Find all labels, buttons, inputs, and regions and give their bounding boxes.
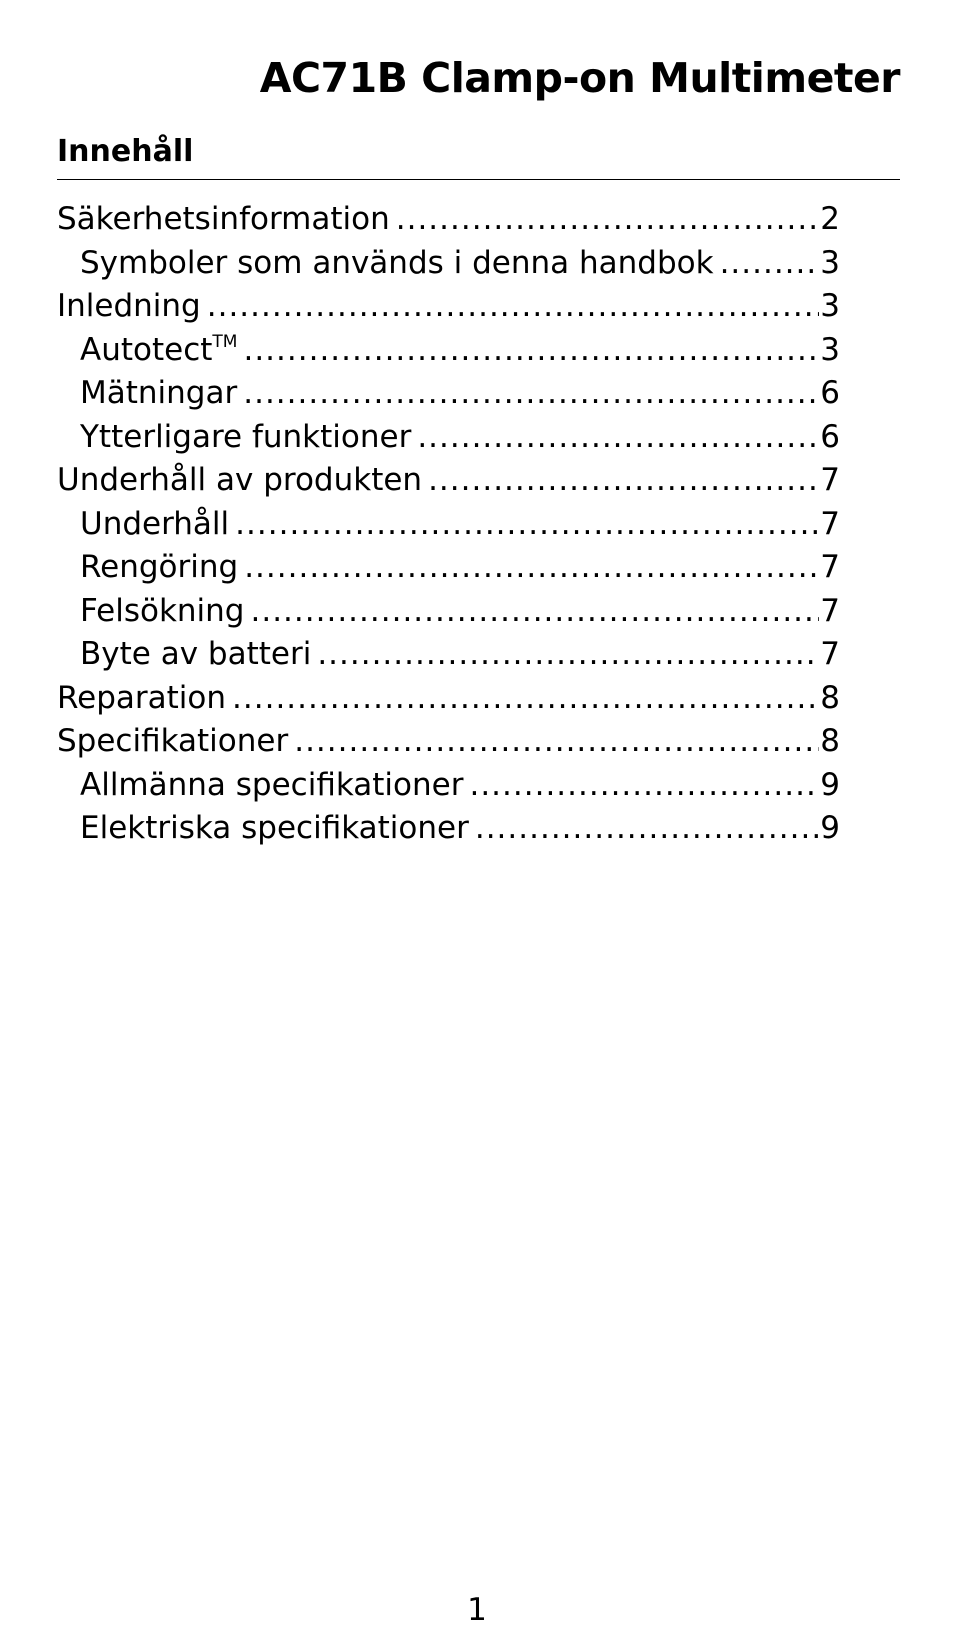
toc-entry-page: 3 <box>820 288 840 324</box>
toc-entry-label: Inledning <box>57 288 201 324</box>
toc-dot-leader <box>232 677 819 721</box>
toc-entry-allmanna-specifikationer[interactable] <box>57 764 840 808</box>
toc-entry-label-wrapper <box>80 329 237 373</box>
toc-entry-label: Underhåll <box>80 505 230 542</box>
toc-entry-page: 2 <box>820 201 840 237</box>
toc-dot-leader <box>294 720 819 764</box>
toc-entry-reparation[interactable] <box>57 677 840 721</box>
toc-entry-autotect[interactable] <box>57 329 840 373</box>
toc-entry-underhall[interactable] <box>57 503 840 547</box>
toc-dot-leader <box>469 764 819 808</box>
toc-entry-label: Allmänna specifikationer <box>80 766 464 803</box>
toc-entry-page: 9 <box>820 810 840 846</box>
toc-entry-symboler[interactable] <box>57 242 840 286</box>
toc-entry-underhall-av-produkten[interactable] <box>57 459 840 503</box>
toc-entry-byte-av-batteri[interactable] <box>57 633 840 677</box>
toc-dot-leader <box>207 285 820 329</box>
toc-entry-page: 8 <box>820 723 840 759</box>
toc-entry-page: 3 <box>820 331 840 368</box>
toc-entry-felsokning[interactable] <box>57 590 840 634</box>
toc-entry-inledning[interactable] <box>57 285 840 329</box>
trademark-superscript: TM <box>212 331 238 352</box>
toc-entry-page: 6 <box>820 418 840 455</box>
toc-entry-label: Byte av batteri <box>80 636 312 672</box>
toc-entry-page: 6 <box>820 375 840 411</box>
toc-dot-leader <box>720 242 820 286</box>
toc-entry-specifikationer[interactable] <box>57 720 840 764</box>
toc-dot-leader <box>243 329 819 373</box>
toc-entry-label: Felsökning <box>80 592 245 629</box>
toc-entry-page: 7 <box>820 505 840 542</box>
toc-entry-label: Symboler som används i denna handbok <box>80 244 714 281</box>
toc-entry-elektriska-specifikationer[interactable] <box>57 807 840 851</box>
toc-entry-label: Elektriska specifikationer <box>80 810 469 846</box>
toc-entry-label: Reparation <box>57 679 227 716</box>
toc-entry-page: 8 <box>820 679 840 716</box>
toc-entry-label: Autotect <box>80 331 213 368</box>
toc-entry-label: Mätningar <box>80 375 238 411</box>
document-title: AC71B Clamp-on Multimeter <box>259 54 900 102</box>
toc-entry-label: Rengöring <box>80 549 239 585</box>
toc-entry-label: Underhåll av produkten <box>57 462 423 498</box>
toc-entry-page: 7 <box>820 636 840 672</box>
heading-rule <box>57 179 900 180</box>
toc-entry-page: 7 <box>820 592 840 629</box>
toc-entry-page: 7 <box>820 549 840 585</box>
toc-dot-leader <box>243 372 819 416</box>
toc-entry-page: 7 <box>820 462 840 498</box>
toc-entry-ytterligare-funktioner[interactable] <box>57 416 840 460</box>
toc-entry-rengoring[interactable] <box>57 546 840 590</box>
toc-entry-page: 9 <box>820 766 840 803</box>
toc-dot-leader <box>317 633 819 677</box>
toc-entry-page: 3 <box>820 244 840 281</box>
toc-entry-label: Säkerhetsinformation <box>57 201 390 237</box>
toc-dot-leader <box>428 459 819 503</box>
toc-dot-leader <box>235 503 819 547</box>
toc-entry-matningar[interactable] <box>57 372 840 416</box>
toc-entry-label: Specifikationer <box>57 723 289 759</box>
toc-dot-leader <box>250 590 819 634</box>
toc-dot-leader <box>396 198 820 242</box>
page-number: 1 <box>467 1592 487 1628</box>
toc-entry-label: Ytterligare funktioner <box>80 418 412 455</box>
toc-heading: Innehåll <box>57 134 194 169</box>
toc-dot-leader <box>417 416 819 460</box>
table-of-contents <box>57 198 840 851</box>
toc-dot-leader <box>475 807 819 851</box>
toc-entry-sakerhetsinformation[interactable] <box>57 198 840 242</box>
toc-dot-leader <box>244 546 819 590</box>
